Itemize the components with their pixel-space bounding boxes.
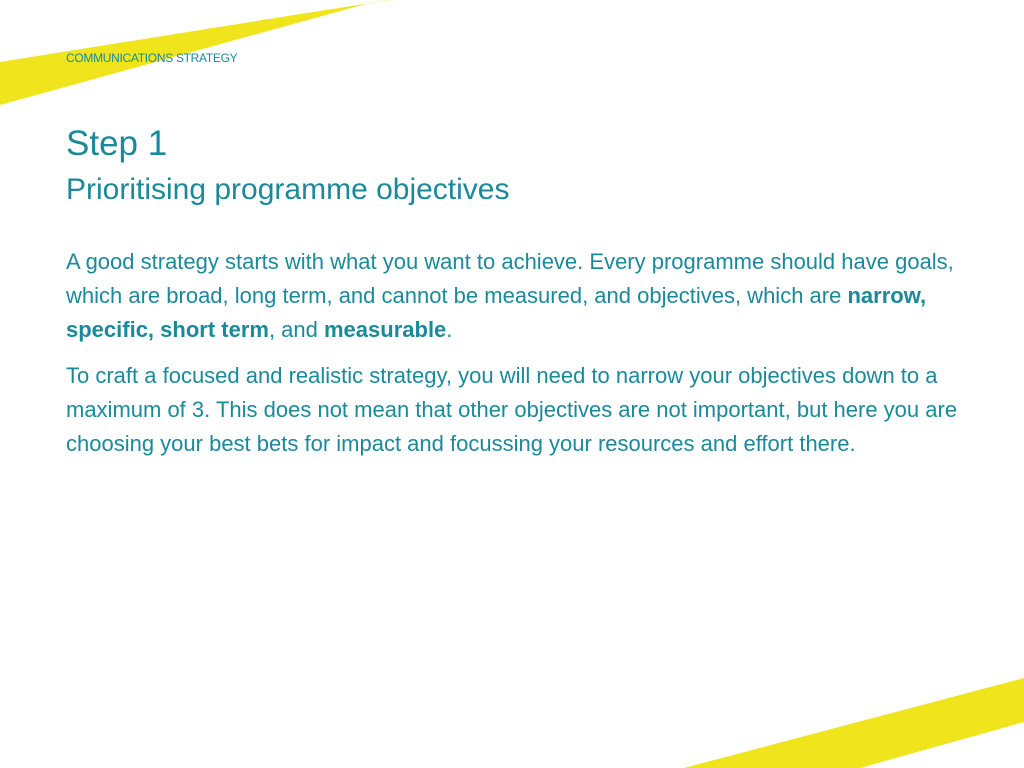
paragraph-1-bold-a: narrow, specific, short term (66, 283, 927, 342)
paragraph-1-text-b: , and (268, 317, 324, 342)
paragraph-1-text-a: A good strategy starts with what you want to achieve. Every programme should have goals, which are broad, long term, and cannot be measured, and objectives, which are (66, 249, 954, 308)
paragraph-1 (66, 245, 966, 347)
body-text (66, 245, 966, 473)
page-subtitle: Prioritising programme objectives (66, 173, 510, 206)
page-title: Step 1 (66, 124, 168, 163)
paragraph-1-text-c: . (446, 317, 453, 342)
bottom-right-stripe (684, 678, 1024, 768)
paragraph-2: To craft a focused and realistic strategy, you will need to narrow your objectives down to a maximum of 3. This does not mean that other objectives are not important, but here you are choosing your best bets for impact and focussing your resources and effort there. (66, 363, 958, 456)
section-label: COMMUNICATIONS STRATEGY (66, 51, 238, 65)
paragraph-1-bold-b: measurable (324, 317, 447, 342)
